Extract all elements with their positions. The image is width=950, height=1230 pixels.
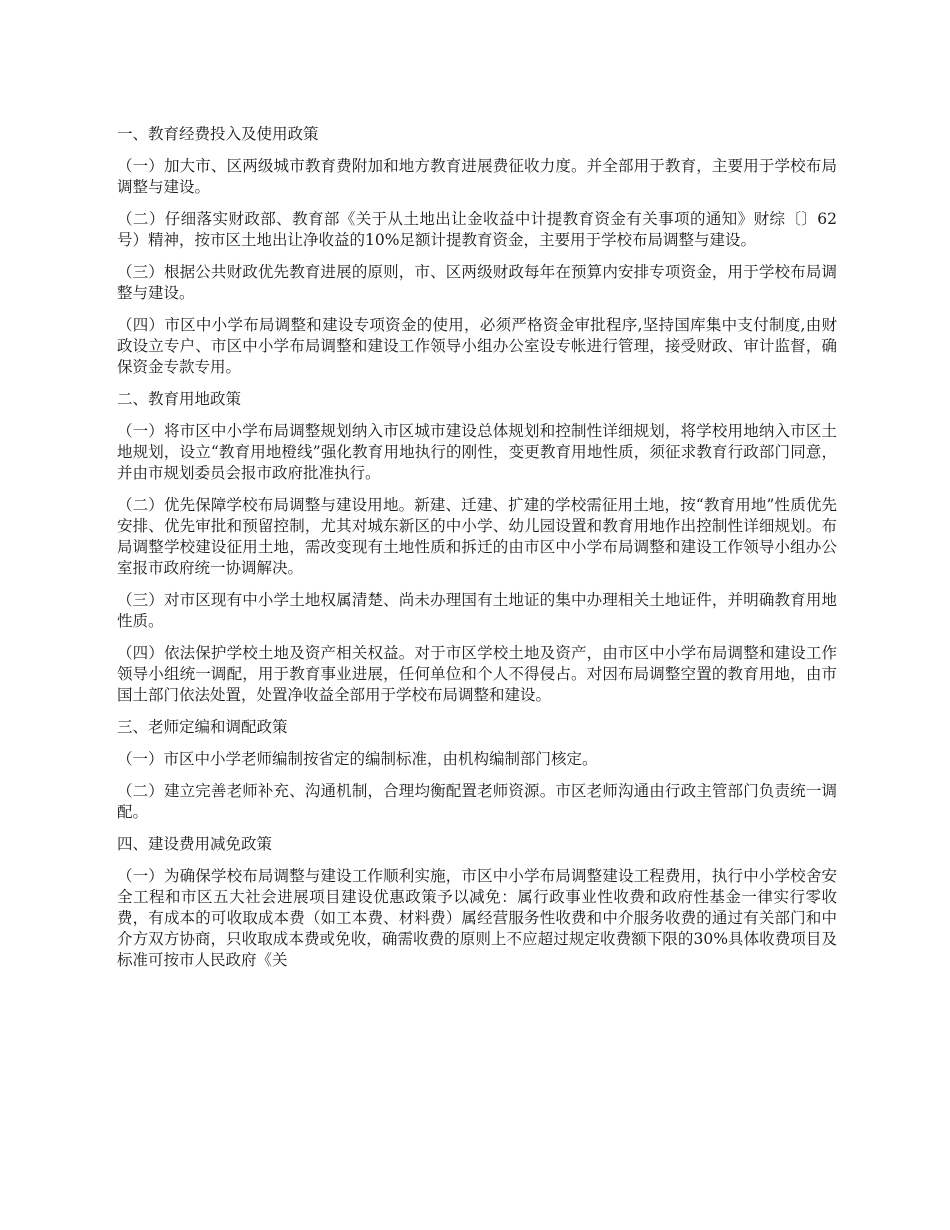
- paragraph-3-2: （二）建立完善老师补充、沟通机制，合理均衡配置老师资源。市区老师沟通由行政主管部门负责统一调配。: [117, 782, 837, 821]
- section-heading-4: 四、建设费用减免政策: [117, 835, 273, 853]
- paragraph-1-2: （二）仔细落实财政部、教育部《关于从土地出让金收益中计提教育资金有关事项的通知》财综〔〕62号）精神，按市区土地出让净收益的10%足额计提教育资金，主要用于学校布局调整与建设。: [117, 210, 837, 249]
- paragraph-4-1: （一）为确保学校布局调整与建设工作顺利实施，市区中小学布局调整建设工程费用，执行中小学校舍安全工程和市区五大社会进展项目建设优惠政策予以减免：属行政事业性收费和政府性基金一律实行零收费，有成本的可收取成本费（如工本费、材料费）属经营服务性收费和中介服务收费的通过有关部门和中介方双方协商，只收取成本费或免收，确需收费的原则上不应超过规定收费额下限的30%具体收费项目及标准可按市人民政府《关: [117, 867, 837, 969]
- section-heading-2: 二、教育用地政策: [117, 390, 242, 408]
- paragraph-2-2: （二）优先保障学校布局调整与建设用地。新建、迁建、扩建的学校需征用土地，按“教育用地”性质优先安排、优先审批和预留控制，尤其对城东新区的中小学、幼儿园设置和教育用地作出控制性详细规划。布局调整学校建设征用土地，需改变现有土地性质和拆迁的由市区中小学布局调整和建设工作领导小组办公室报市政府统一协调解决。: [117, 496, 837, 577]
- paragraph-1-1: （一）加大市、区两级城市教育费附加和地方教育进展费征收力度。并全部用于教育，主要用于学校布局调整与建设。: [117, 157, 837, 196]
- paragraph-2-1: （一）将市区中小学布局调整规划纳入市区城市建设总体规划和控制性详细规划，将学校用地纳入市区土地规划，设立“教育用地橙线”强化教育用地执行的刚性，变更教育用地性质，须征求教育行政部门同意，并由市规划委员会报市政府批准执行。: [117, 422, 837, 482]
- section-heading-3: 三、老师定编和调配政策: [117, 718, 288, 736]
- paragraph-2-3: （三）对市区现有中小学土地权属清楚、尚未办理国有土地证的集中办理相关土地证件，并明确教育用地性质。: [117, 591, 837, 630]
- section-heading-1: 一、教育经费投入及使用政策: [117, 125, 319, 143]
- paragraph-2-4: （四）依法保护学校土地及资产相关权益。对于市区学校土地及资产，由市区中小学布局调整和建设工作领导小组统一调配，用于教育事业进展，任何单位和个人不得侵占。对因布局调整空置的教育用地，由市国土部门依法处置，处置净收益全部用于学校布局调整和建设。: [117, 644, 837, 704]
- paragraph-3-1: （一）市区中小学老师编制按省定的编制标准，由机构编制部门核定。: [117, 750, 598, 768]
- paragraph-1-3: （三）根据公共财政优先教育进展的原则，市、区两级财政每年在预算内安排专项资金，用于学校布局调整与建设。: [117, 263, 837, 302]
- paragraph-1-4: （四）市区中小学布局调整和建设专项资金的使用，必须严格资金审批程序,坚持国库集中支付制度,由财政设立专户、市区中小学布局调整和建设工作领导小组办公室设专帐进行管理，接受财政、审计监督，确保资金专款专用。: [117, 316, 837, 376]
- document-body: [117, 124, 837, 982]
